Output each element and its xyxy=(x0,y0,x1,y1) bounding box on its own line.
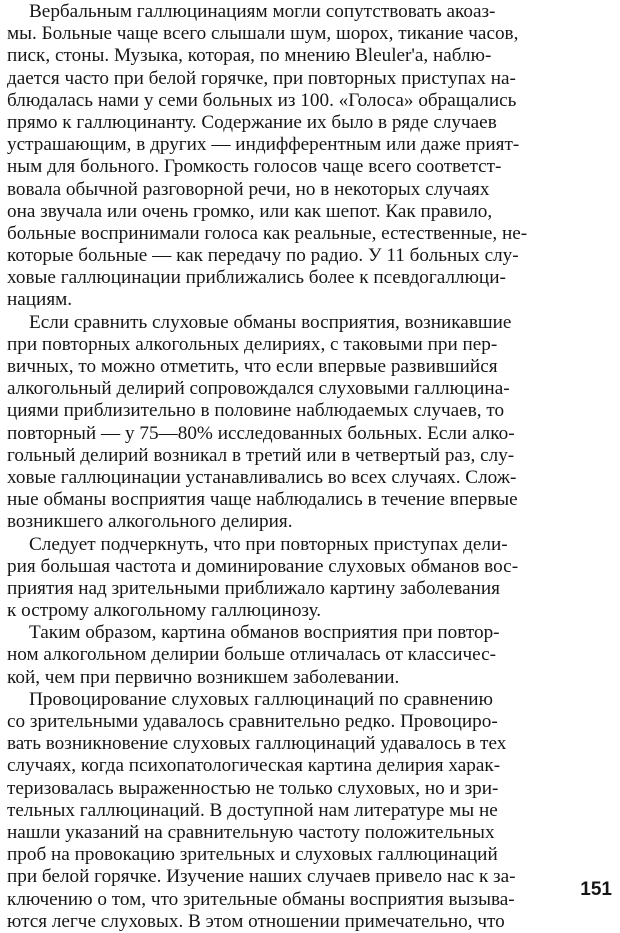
text-line: Вербальным галлюцинациям могли сопутствовать акоаз- xyxy=(29,1,496,22)
text-line: ном алкогольном делирии больше отличалась от классичес- xyxy=(7,644,497,666)
text-line: ные обманы восприятия чаще наблюдались в течение впервые xyxy=(7,489,518,511)
text-line: к острому алкогольному галлюцинозу. xyxy=(7,600,322,622)
text-line: мы. Больные чаще всего слышали шум, шорох, тикание часов, xyxy=(7,23,519,45)
paragraph-4 xyxy=(7,622,613,689)
text-line: больные воспринимали голоса как реальные, естественные, не- xyxy=(7,222,528,244)
page-number: 151 xyxy=(580,879,612,900)
text-line: ховые галлюцинации приближались более к псевдогаллюци- xyxy=(7,267,506,289)
paragraph-5 xyxy=(7,689,613,933)
text-line: рия большая частота и доминирование слуховых обманов вос- xyxy=(7,555,519,577)
text-line: нашли указаний на сравнительную частоту положительных xyxy=(7,821,495,843)
paragraph-3 xyxy=(7,534,613,623)
text-line: которые больные — как передачу по радио. У 11 больных слу- xyxy=(7,245,519,267)
text-line: Если сравнить слуховые обманы восприятия, возникавшие xyxy=(29,311,512,333)
text-line: при белой горячке. Изучение наших случаев привело нас к за- xyxy=(7,866,516,888)
text-line: повторный — у 75—80% исследованных больных. Если алко- xyxy=(7,422,515,444)
text-line: устрашающим, в других — индифферентным или даже прият- xyxy=(7,134,520,156)
text-line: Провоцирование слуховых галлюцинаций по сравнению xyxy=(29,688,493,710)
text-line: прямо к галлюцинанту. Содержание их было в ряде случаев xyxy=(7,111,497,133)
text-line: Следует подчеркнуть, что при повторных приступах дели- xyxy=(29,533,508,555)
text-line: гольный делирий возникал в третий или в четвертый раз, слу- xyxy=(7,444,515,466)
text-line: нациям. xyxy=(7,289,73,311)
text-line: проб на провокацию зрительных и слуховых галлюцинаций xyxy=(7,844,498,866)
text-line: Таким образом, картина обманов восприятия при повтор- xyxy=(29,622,500,644)
text-line: писк, стоны. Музыка, которая, по мнению Bleuler'a, наблю- xyxy=(7,45,492,67)
text-line: ным для больного. Громкость голосов чаще всего соответст- xyxy=(7,156,502,178)
paragraph-1 xyxy=(7,1,613,312)
paragraph-2 xyxy=(7,312,613,534)
text-line: вать возникновение слуховых галлюцинаций удавалось в тех xyxy=(7,733,507,755)
text-line: кой, чем при первично возникшем заболевании. xyxy=(7,666,400,688)
text-line: возникшего алкогольного делирия. xyxy=(7,511,293,533)
text-line: теризовалась выраженностью не только слуховых, но и зри- xyxy=(7,777,499,799)
text-line: она звучала или очень громко, или как шепот. Как правило, xyxy=(7,200,493,222)
text-line: вовала обычной разговорной речи, но в некоторых случаях xyxy=(7,178,490,200)
text-line: ховые галлюцинации устанавливались во всех случаях. Слож- xyxy=(7,466,517,488)
text-line: тельных галлюцинаций. В доступной нам литературе мы не xyxy=(7,799,498,821)
text-line: блюдалась нами у семи больных из 100. «Голоса» обращались xyxy=(7,89,517,111)
text-line: алкогольный делирий сопровождался слуховыми галлюцина- xyxy=(7,378,510,400)
text-line: приятия над зрительными приближало картину заболевания xyxy=(7,577,500,599)
text-line: вичных, то можно отметить, что если впервые развившийся xyxy=(7,356,498,377)
body-text xyxy=(7,1,613,933)
text-line: ются легче слуховых. В этом отношении примечательно, что xyxy=(7,910,505,932)
text-line: ключению о том, что зрительные обманы восприятия вызыва- xyxy=(7,888,515,910)
text-line: случаях, когда психопатологическая картина делирия харак- xyxy=(7,755,501,777)
text-line: при повторных алкогольных делириях, с таковыми при пер- xyxy=(7,333,498,355)
text-line: со зрительными удавалось сравнительно редко. Провоциро- xyxy=(7,711,498,732)
text-line: циями приблизительно в половине наблюдаемых случаев, то xyxy=(7,400,505,422)
text-line: дается часто при белой горячке, при повторных приступах на- xyxy=(7,67,516,89)
